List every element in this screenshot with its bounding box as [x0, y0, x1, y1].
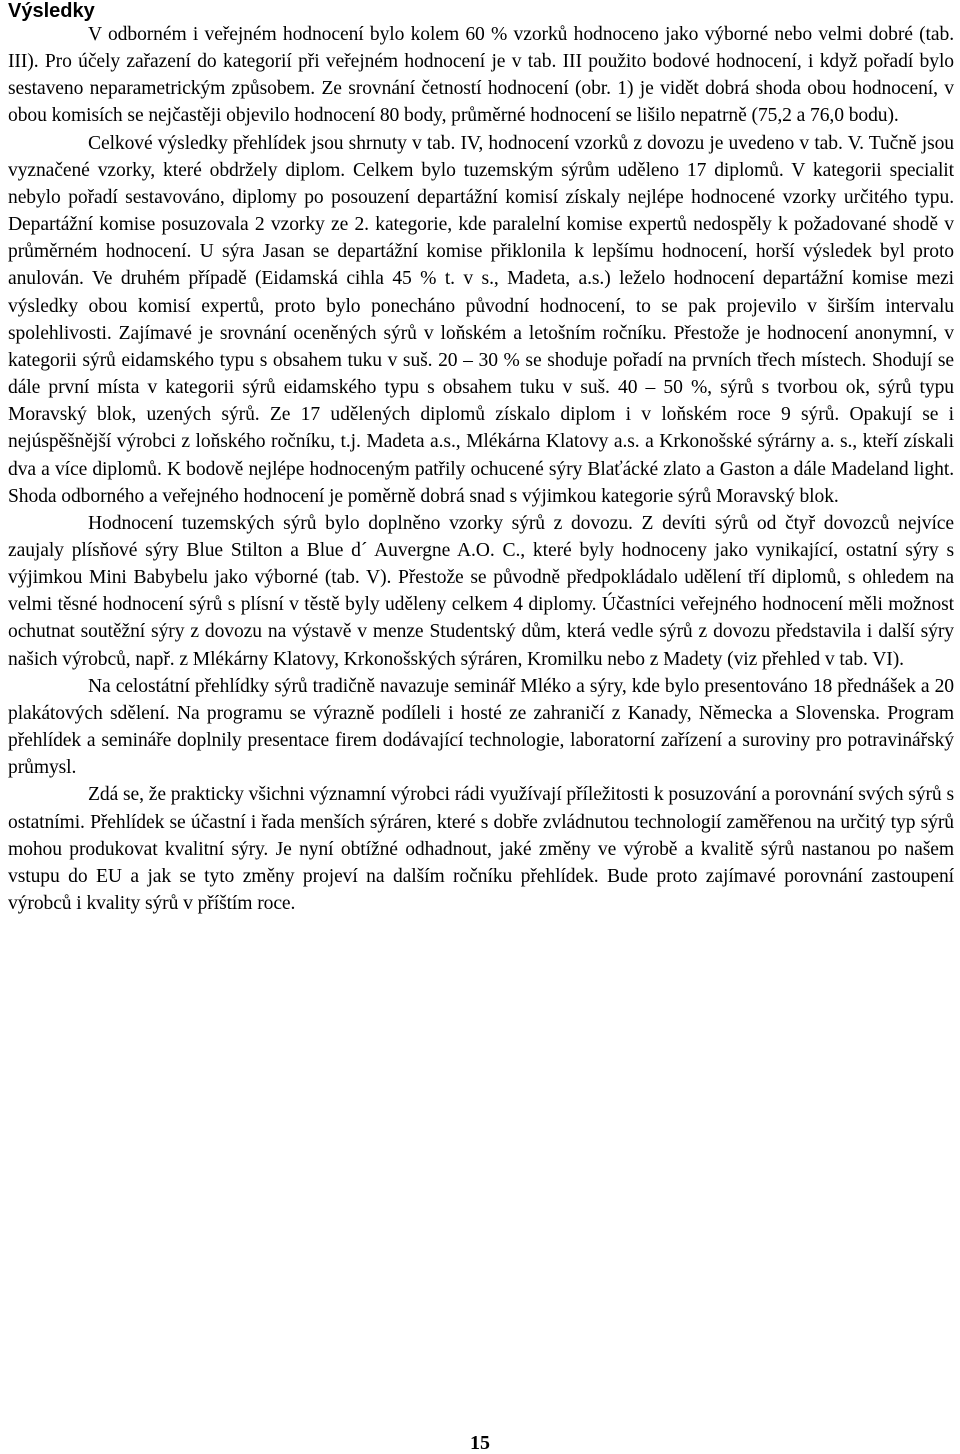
document-page [8, 0, 954, 917]
page-number: 15 [470, 1432, 490, 1454]
section-heading: Výsledky [8, 0, 95, 22]
paragraph-results-overview: V odborném i veřejném hodnocení bylo kolem 60 % vzorků hodnoceno jako výborné nebo velmi dobré (tab. III). Pro účely zařazení do kategorií při veřejném hodnocení je v tab. III použito bodové hodnocení, i když pořadí bylo sestaveno neparametrickým způsobem. Ze srovnání četností hodnocení (obr. 1) je vidět dobrá shoda obou hodnocení, v obou komisích se nejčastěji objevilo hodnocení 80 body, průměrné hodnocení se lišilo nepatrně (75,2 a 76,0 bodu). [8, 24, 954, 127]
paragraph-seminar: Na celostátní přehlídky sýrů tradičně navazuje seminář Mléko a sýry, kde bylo presentováno 18 přednášek a 20 plakátových sdělení. Na programu se výrazně podíleli i hosté ze zahraničí z Kanady, Německa a Slovenska. Program přehlídek a semináře doplnily presentace firem dodávající technologie, laboratorní zařízení a suroviny pro potravinářský průmysl. [8, 675, 954, 779]
paragraph-imported-cheeses: Hodnocení tuzemských sýrů bylo doplněno vzorky sýrů z dovozu. Z devíti sýrů od čtyř dovozců nejvíce zaujaly plísňové sýry Blue Stilton a Blue d´ Auvergne A.O. C., které byly hodnoceny jako vynikající, ostatní sýry s výjimkou Mini Babybelu jako výborné (tab. V). Přestože se původně předpokládalo udělení tří diplomů, s ohledem na velmi těsné hodnocení sýrů s plísní v těstě byly uděleny celkem 4 diplomy. Účastníci veřejného hodnocení měli možnost ochutnat soutěžní sýry z dovozu na výstavě v menze Studentský dům, která vedle sýrů z dovozu představila i další sýry našich výrobců, např. z Mlékárny Klatovy, Krkonošských sýráren, Kromilku nebo z Madety (viz přehled v tab. VI). [8, 512, 954, 670]
paragraph-results-summary: Celkové výsledky přehlídek jsou shrnuty v tab. IV, hodnocení vzorků z dovozu je uvedeno v tab. V. Tučně jsou vyznačené vzorky, které obdržely diplom. Celkem bylo tuzemským sýrům uděleno 17 diplomů. V kategorii specialit nebylo pořadí sestavováno, diplomy po posouzení departážní komisí získaly nejlépe hodnocené vzorky určitého typu. Departážní komise posuzovala 2 vzorky ze 2. kategorie, kde paralelní komise expertů nedospěly k požadované shodě v průměrném hodnocení. U sýra Jasan se departážní komise přiklonila k lepšímu hodnocení, horší výsledek byl proto anulován. Ve druhém případě (Eidamská cihla 45 % t. v s., Madeta, a.s.) leželo hodnocení departážní komise mezi výsledky obou komisí expertů, proto bylo ponecháno původní hodnocení, to se pak projevilo v širším intervalu spolehlivosti. Zajímavé je srovnání oceněných sýrů v loňském a letošním ročníku. Přestože je hodnocení anonymní, v kategorii sýrů eidamského typu s obsahem tuku v suš. 20 – 30 % se shoduje pořadí na prvních třech místech. Shodují se dále první místa v kategorii sýrů eidamského typu s obsahem tuku v suš. 40 – 50 %, sýrů s tvorbou ok, sýrů typu Moravský blok, uzených sýrů. Ze 17 udělených diplomů získalo diplom i v loňském roce 9 sýrů. Opakují se i nejúspěšnější výrobci z loňského ročníku, t.j. Madeta a.s., Mlékárna Klatovy a.s. a Krkonošské sýrárny a. s., kteří získali dva a více diplomů. K bodově nejlépe hodnoceným patřily ochucené sýry Blaťácké zlato a Gaston a dále Madeland light. Shoda odborného a veřejného hodnocení je poměrně dobrá snad s výjimkou kategorie sýrů Moravský blok. [8, 132, 954, 507]
paragraph-conclusion: Zdá se, že prakticky všichni významní výrobci rádi využívají příležitosti k posuzování a porovnání svých sýrů s ostatními. Přehlídek se účastní i řada menších sýráren, které s dobře zvládnutou technologií zaměřenou na určitý typ sýrů mohou produkovat kvalitní sýry. Je nyní obtížné odhadnout, jaké změny ve výrobě a kvalitě sýrů nastanou po našem vstupu do EU a jak se tyto změny projeví na dalším ročníku přehlídek. Bude proto zajímavé porovnání zastoupení výrobců i kvality sýrů v příštím roce. [8, 784, 954, 914]
